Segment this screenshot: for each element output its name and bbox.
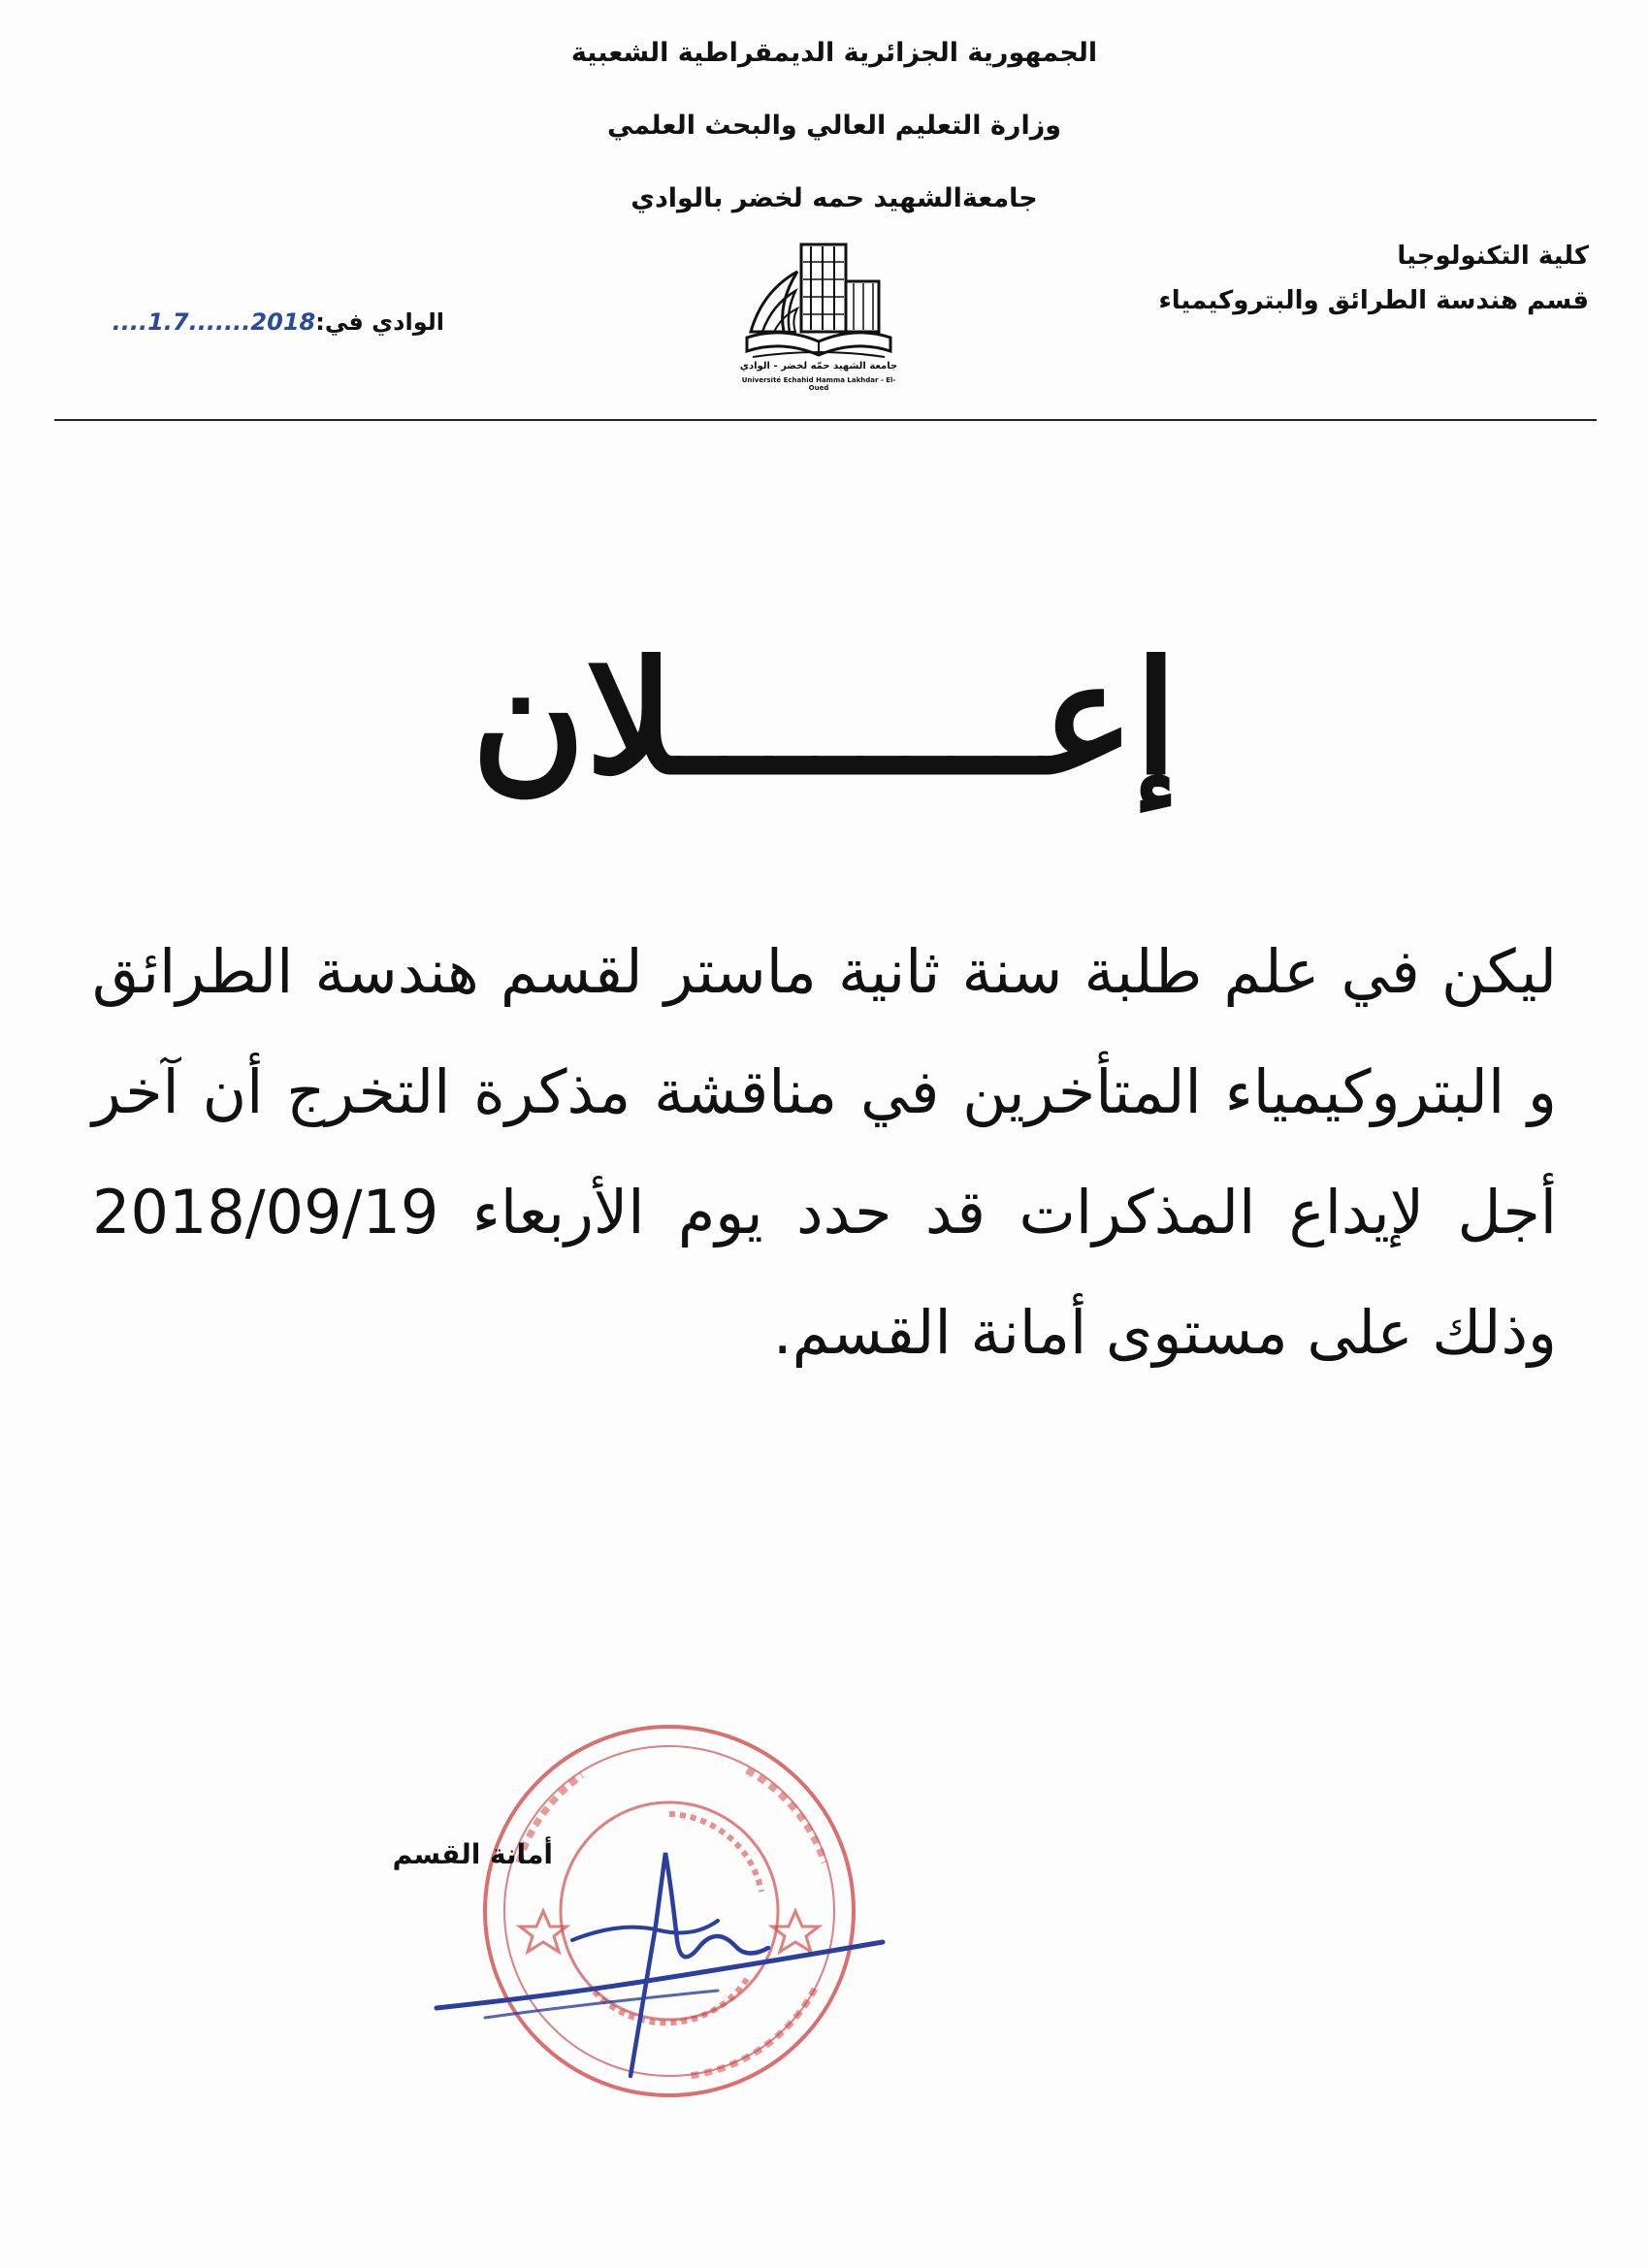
date-value: 2018.......1.7.... xyxy=(112,308,316,336)
logo-caption-arabic: جامعة الشهيد حمّه لخضر - الوادي xyxy=(739,361,898,372)
announcement-title: إعــــــــلان xyxy=(471,627,1178,809)
faculty-name: كلية التكنولوجيا xyxy=(1397,242,1589,271)
date-line xyxy=(114,308,444,336)
header-divider xyxy=(54,419,1597,421)
signatory-label: أمانة القسم xyxy=(392,1838,553,1870)
date-label: الوادي في: xyxy=(315,308,444,336)
ministry-line: وزارة التعليم العالي والبحث العلمي xyxy=(606,111,1062,141)
university-logo-icon xyxy=(733,233,904,398)
university-line: جامعةالشهيد حمه لخضر بالوادي xyxy=(630,183,1038,213)
announcement-body: ليكن في علم طلبة سنة ثانية ماستر لقسم هندسة الطرائق و البتروكيمياء المتأخرين في مناقشة مذكرة التخرج أن آخر أجل لإيداع المذكرات قد حدد يوم الأربعاء 2018/09/19 وذلك على مستوى أمانة القسم. xyxy=(92,936,1557,1368)
government-header xyxy=(543,39,1125,257)
department-name: قسم هندسة الطرائق والبتروكيمياء xyxy=(1158,286,1589,315)
department-stamp-icon xyxy=(427,1717,931,2144)
faculty-block xyxy=(1084,241,1589,330)
republic-line: الجمهورية الجزائرية الديمقراطية الشعبية xyxy=(570,38,1098,68)
logo-caption-latin: Université Echahid Hamma Lakhdar - El-Oued xyxy=(741,376,896,392)
